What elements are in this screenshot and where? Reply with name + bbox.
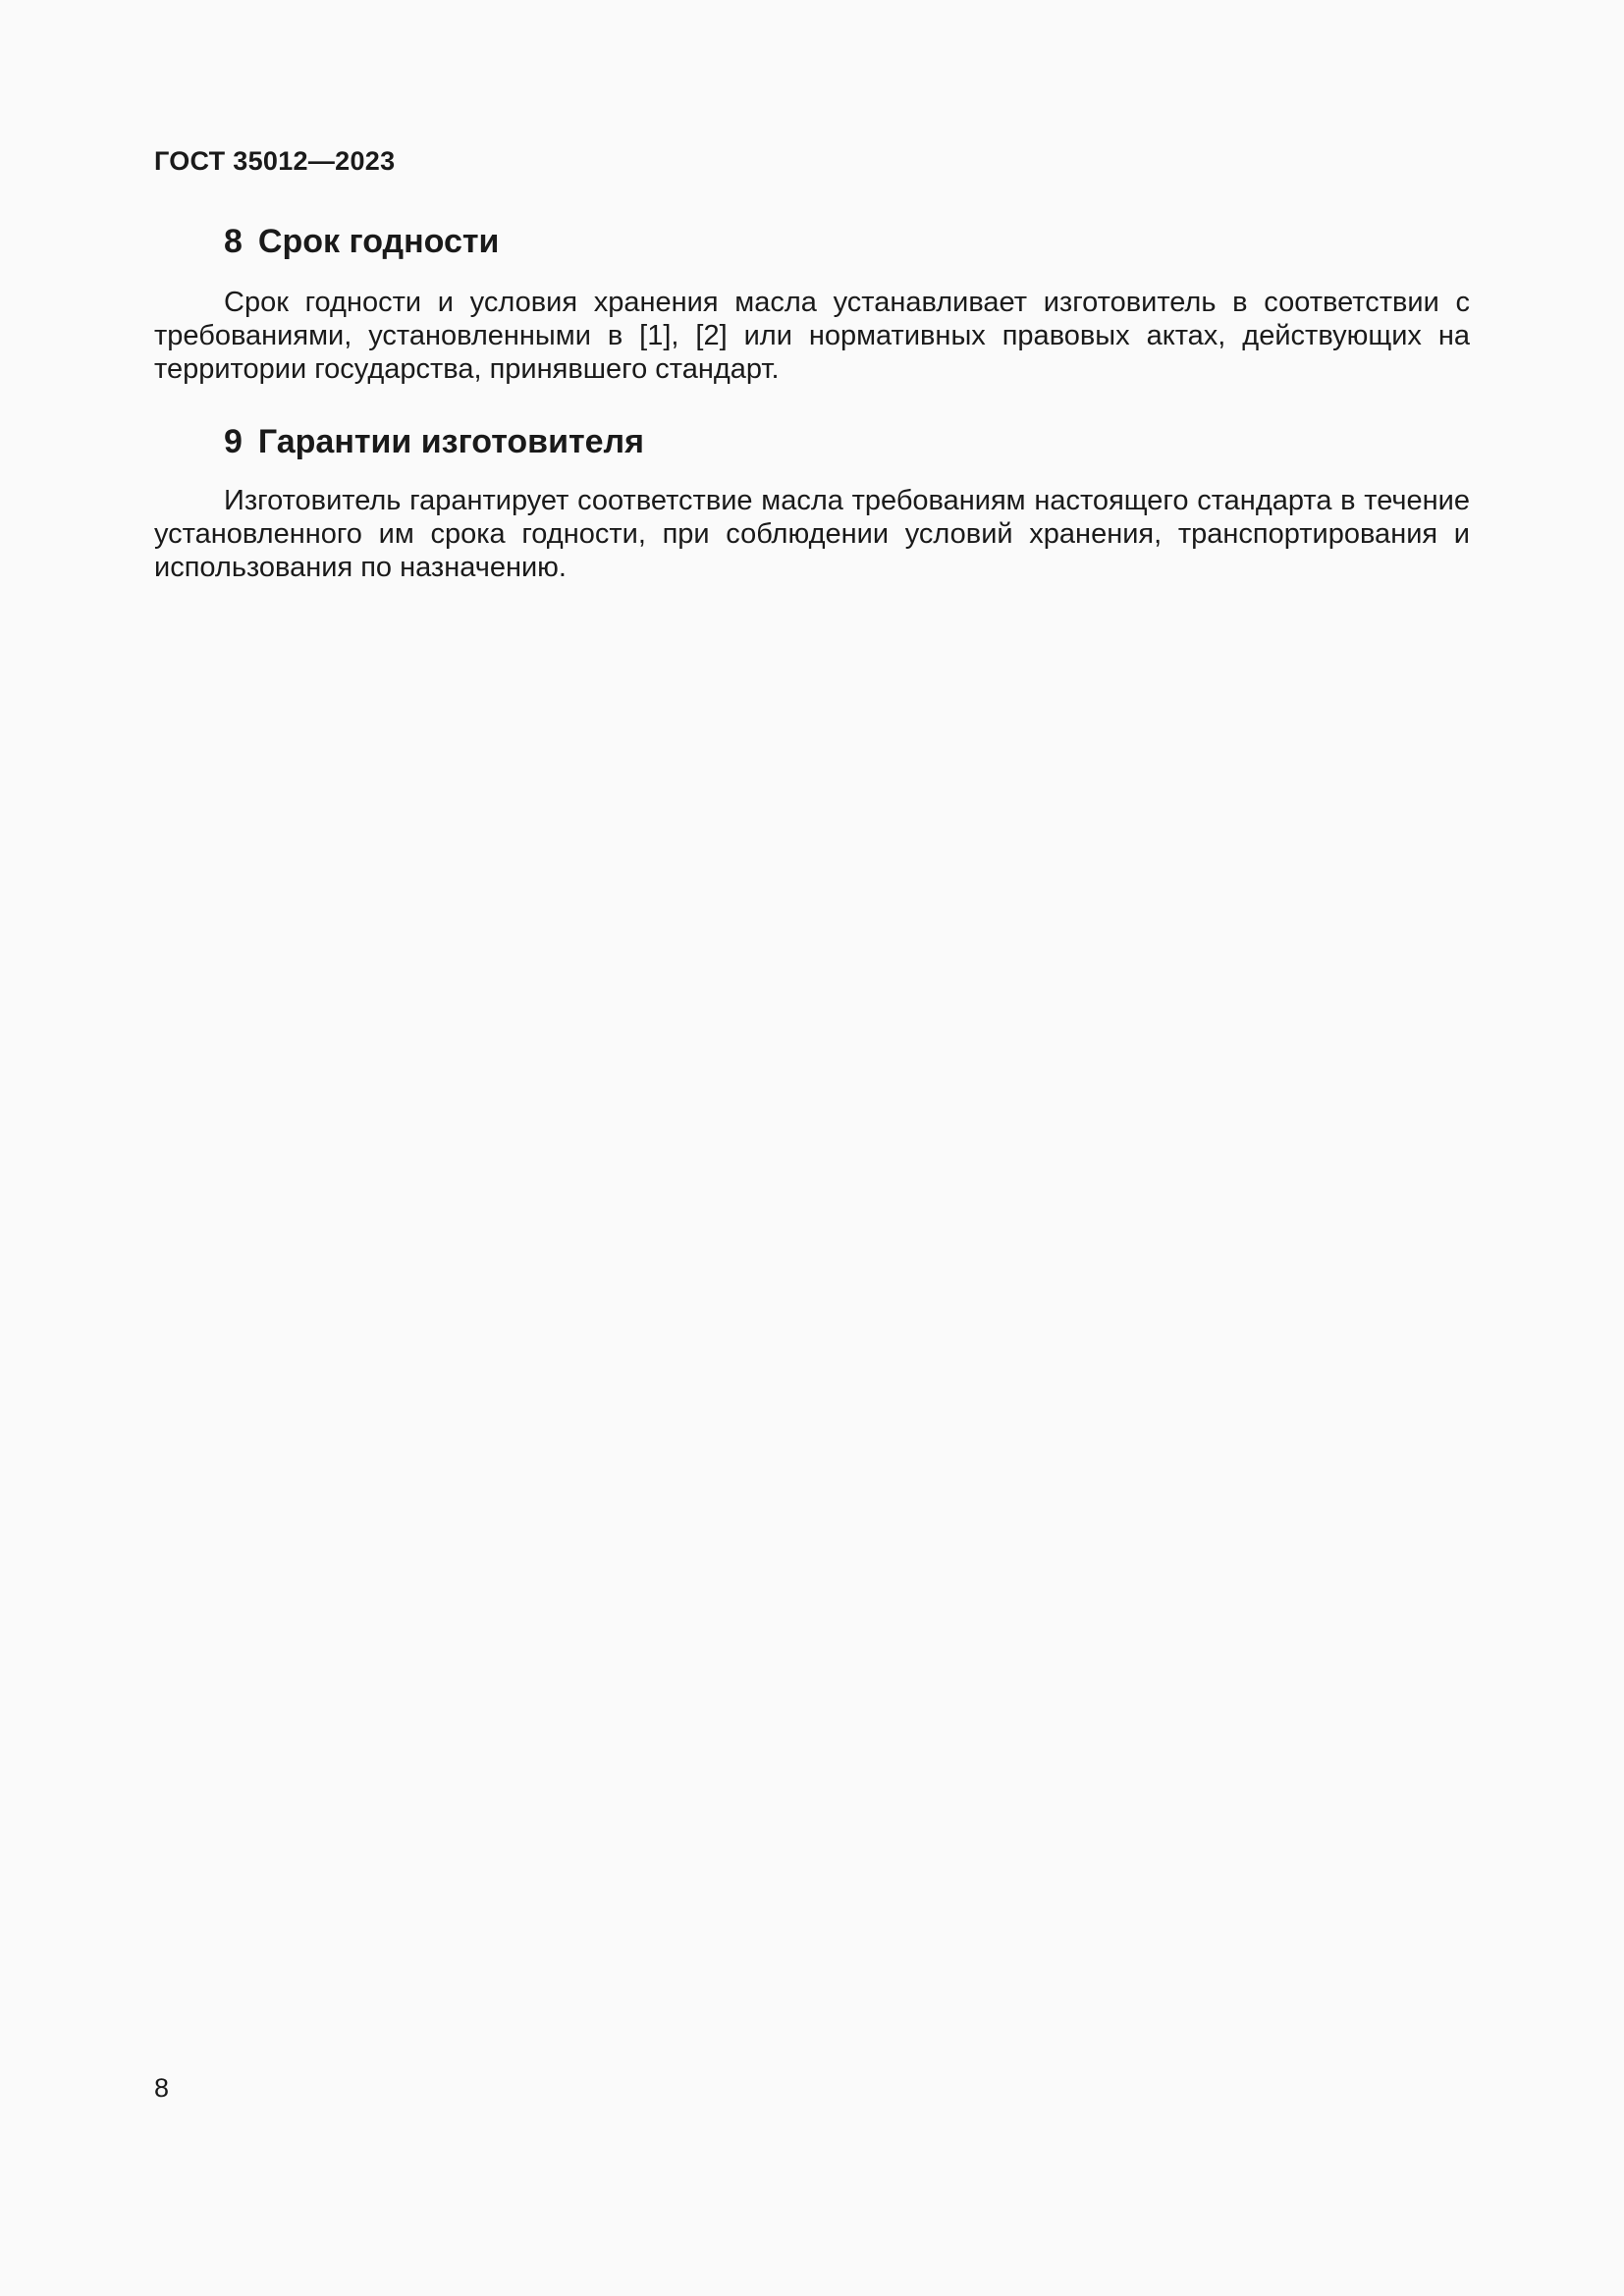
- page-number: 8: [154, 2073, 170, 2103]
- section-title: Гарантии изготовителя: [257, 423, 644, 460]
- section-number: 9: [224, 423, 243, 460]
- section-number: 8: [224, 223, 243, 260]
- section-title: Срок годности: [257, 223, 500, 260]
- section-heading-9: [224, 423, 644, 461]
- document-page: [154, 0, 1470, 2296]
- section-body-9: Изготовитель гарантирует соответствие масла требованиям настоящего стандарта в течение установленного им срока годности, при соблюдении условий хранения, транспортирования и использования по назначению.: [154, 485, 1470, 583]
- document-header: ГОСТ 35012—2023: [154, 146, 396, 176]
- section-body-8: Срок годности и условия хранения масла устанавливает изготовитель в соответствии с требованиями, установленными в [1], [2] или нормативных правовых актах, действующих на территории государства, принявшего стандарт.: [154, 287, 1470, 385]
- section-heading-8: [224, 223, 499, 261]
